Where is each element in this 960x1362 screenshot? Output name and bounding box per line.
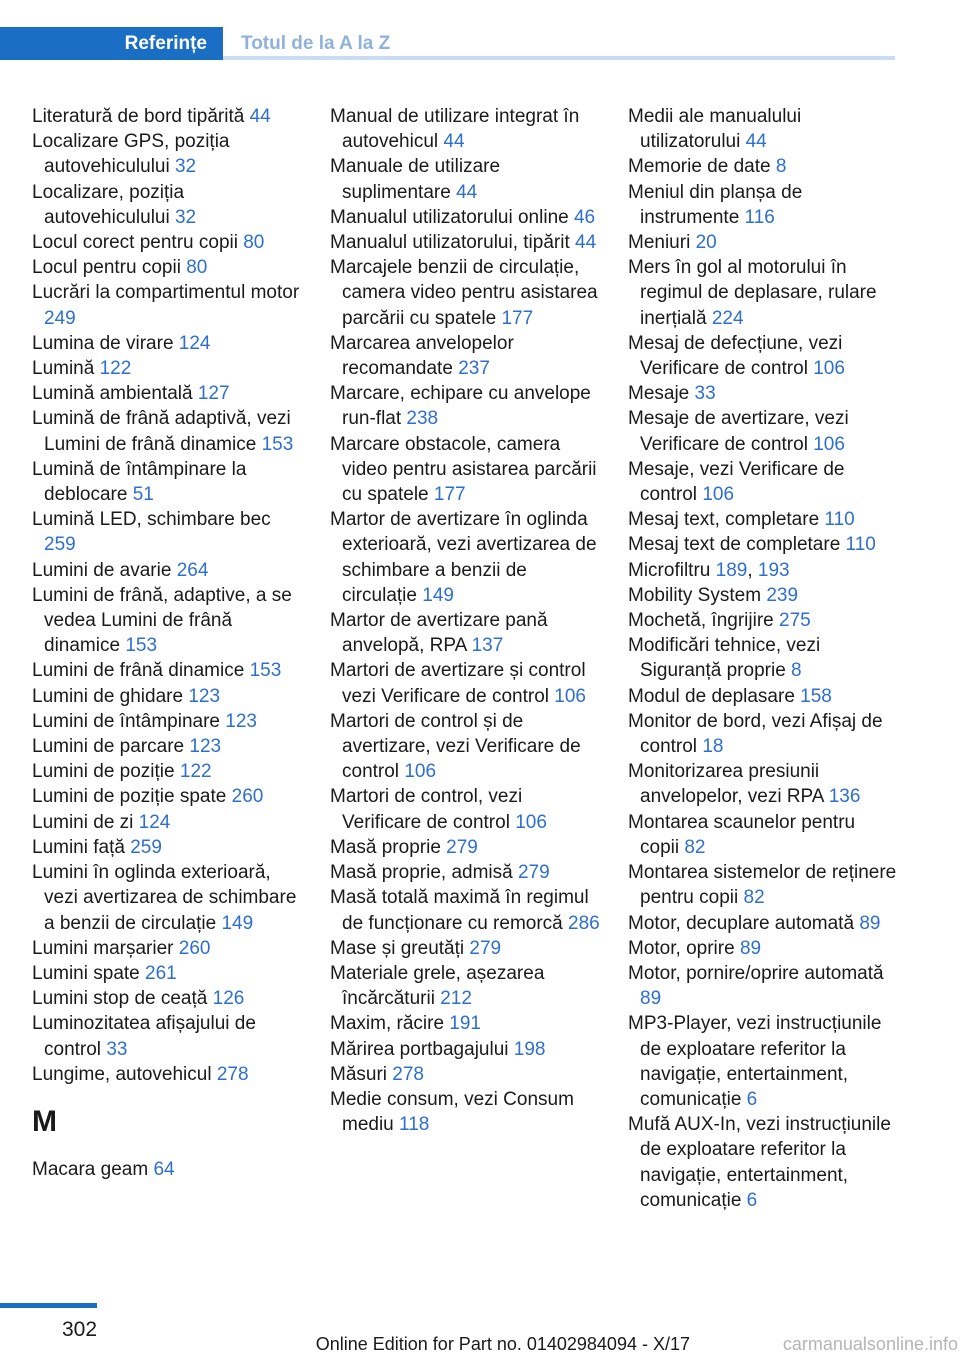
index-entry [628,558,898,583]
index-entry [32,230,302,255]
index-entry [32,810,302,835]
index-entry [32,986,302,1011]
index-column-1 [32,104,302,1182]
index-entry-text: Lumini în oglinda exterioară, vezi avertizarea de schimbare a benzii de circulație [32,862,297,934]
page-reference-link[interactable]: 249 [44,307,76,329]
index-entry-text: Microfiltru [628,559,716,581]
index-entry [628,1011,898,1112]
index-entry [330,658,600,708]
page-reference-link[interactable]: 44 [745,131,767,153]
page-number-rule [0,1303,97,1308]
index-entry [32,381,302,406]
index-column-2 [330,104,600,1137]
index-entry-text: Martori de control și de avertizare, vezi Verificare de control [330,710,581,783]
page-reference-link[interactable]: 123 [188,685,221,707]
page-reference-link[interactable]: 136 [828,786,861,808]
index-entry-text: Locul corect pentru copii [32,232,244,254]
index-entry [330,255,600,331]
index-entry [330,961,600,1011]
index-entry [32,684,302,709]
index-entry [32,558,302,583]
index-entry-text: Mesaj text, completare [628,509,825,531]
index-entry-text: Manualul utilizatorului, tipărit [330,232,576,254]
page-reference-link[interactable]: 44 [443,131,465,153]
section-letter: M [32,1104,57,1138]
index-entry-text: Mesaje, vezi Verificare de control [628,458,845,506]
index-entry-text: Literatură de bord tipărită [32,106,250,127]
page-reference-link[interactable]: 110 [845,534,876,556]
page-reference-link[interactable]: 237 [458,358,490,380]
index-entry [628,507,898,532]
index-entry-text: Lumini de poziție [32,761,180,783]
edition-note: Online Edition for Part no. 01402984094 - X/17 [315,1334,690,1354]
index-entry [32,709,302,734]
index-entry-text: Modul de deplasare [628,685,801,707]
page-reference-link[interactable]: 260 [231,786,264,808]
index-entry [330,1011,600,1036]
index-entry [330,709,600,785]
index-entry-text: Montarea scaunelor pentru copii [628,811,856,858]
index-entry [330,835,600,860]
index-entry [32,180,302,230]
page-reference-link[interactable]: 153 [261,433,294,455]
page-reference-link[interactable]: 8 [775,156,787,178]
page-reference-link[interactable]: 238 [406,408,439,430]
index-entry [32,961,302,986]
page-reference-link[interactable]: 177 [501,307,534,329]
index-entry [628,936,898,961]
index-column-3 [628,104,898,1213]
index-entry [628,608,898,633]
page-reference-link[interactable]: 80 [243,232,265,254]
index-entry [32,406,302,456]
page-reference-link[interactable]: 177 [433,484,466,506]
page-reference-link[interactable]: 123 [225,710,257,732]
page-reference-link[interactable]: 44 [249,106,271,127]
index-entry [628,104,898,154]
page-reference-link[interactable]: 122 [99,358,132,380]
index-entry-text: Lumină [32,358,100,380]
page-reference-link[interactable]: 44 [456,181,478,203]
index-entry-text: Lumina de virare [32,332,179,354]
page-reference-link[interactable]: 279 [517,862,550,884]
page-reference-link[interactable]: 191 [449,1013,481,1035]
page-reference-link[interactable]: 8 [791,660,802,682]
index-entry [628,532,898,557]
tab-totul-de-la-a-la-z[interactable]: Totul de la A la Z [223,27,895,60]
index-entry [32,1062,302,1087]
index-entry-text: Localizare, poziția autovehiculului [32,181,185,228]
index-entry [32,356,302,381]
page-reference-link[interactable]: 278 [216,1063,249,1085]
index-entry-text: Lumini de frână, adaptive, a se vedea Lumini de frână dinamice [32,584,292,657]
index-entry-text: Locul pentru copii [32,257,187,279]
index-entry [32,734,302,759]
page-reference-link[interactable]: 64 [153,1158,175,1180]
tab-referinte[interactable]: Referințe [0,27,223,60]
page-reference-link[interactable]: 239 [766,584,799,606]
page-reference-link[interactable]: 260 [178,937,211,959]
index-entry [330,432,600,508]
page-reference-link[interactable]: 106 [702,484,735,506]
index-entry-text: Manuale de utilizare suplimentare [330,156,501,203]
index-entry-text: Memorie de date [628,156,776,178]
index-entry-text: Lumini de întâmpinare [32,710,226,732]
index-entry [628,230,898,255]
page-reference-link[interactable]: 33 [694,383,716,405]
index-entry [32,507,302,557]
index-entry-text: Mărirea portbagajului [330,1038,514,1060]
page-reference-link[interactable]: 106 [813,358,845,380]
page-reference-link[interactable]: 149 [422,584,454,606]
index-entry-text: Lumină de întâmpinare la deblocare [32,458,247,506]
page-reference-link[interactable]: 124 [178,332,211,354]
page-reference-link[interactable]: 279 [446,836,478,858]
index-entry-text: Marcajele benzii de circulație, camera video pentru asistarea parcării cu spatele [330,257,598,329]
index-entry-text: Lumină ambientală [32,383,198,405]
page-reference-link[interactable]: 89 [859,912,881,934]
page-reference-link[interactable]: 158 [800,685,832,707]
page-reference-link[interactable]: 259 [130,836,162,858]
page-reference-link[interactable]: 18 [702,736,724,758]
index-entry-text: Masă proprie [330,836,447,858]
index-entry-text: Lumini marșarier [32,937,179,959]
index-entry-text: Măsuri [330,1063,393,1085]
page-reference-link[interactable]: 6 [746,1088,758,1110]
page-reference-link[interactable]: 32 [174,156,197,178]
index-entry-text: Mesaj text de completare [628,534,846,556]
index-entry [628,759,898,809]
page-reference-link[interactable]: 80 [186,257,208,279]
index-entry-text: Martor de avertizare pană anvelopă, RPA [330,610,548,657]
index-entry-text: Lumină LED, schimbare bec [32,509,271,531]
index-entry [628,406,898,456]
index-entry [330,104,600,154]
index-entry [628,1112,898,1213]
index-entry-text: Lumini stop de ceață [32,988,213,1010]
index-entry [32,860,302,936]
index-entry [32,255,302,280]
index-entry [330,784,600,834]
index-entry [628,331,898,381]
index-entry-text: Mobility System [628,584,767,606]
index-entry [32,936,302,961]
index-entry-text: Mers în gol al motorului în regimul de deplasare, rulare inerțială [628,257,877,329]
page-reference-link[interactable]: 275 [779,610,811,632]
page-reference-link[interactable]: 122 [179,761,212,783]
index-entry [330,230,600,255]
page-reference-link[interactable]: 82 [684,836,706,858]
page-reference-link[interactable]: 106 [515,811,547,833]
page-reference-link[interactable]: 106 [554,685,586,707]
page-reference-link[interactable]: 123 [189,736,222,758]
page-reference-link[interactable]: 127 [197,383,230,405]
index-entry-text: Lumini de zi [32,811,139,833]
index-entry-text: Monitorizarea presiunii anvelopelor, vezi RPA [628,761,829,808]
page-reference-link[interactable]: 32 [174,206,197,228]
page-reference-link[interactable]: 259 [44,534,76,556]
page-reference-link[interactable]: 264 [176,559,209,581]
index-entry-text: Monitor de bord, vezi Afișaj de control [628,710,883,758]
page-reference-link[interactable]: 278 [392,1063,424,1085]
page-reference-link[interactable]: 124 [138,811,171,833]
index-entry-text: Mesaje [628,383,695,405]
page-reference-link[interactable]: 106 [813,433,845,455]
index-entry [628,860,898,910]
index-entry-text: Mesaje de avertizare, vezi Verificare de control [628,408,849,455]
index-entry [32,1011,302,1061]
page-reference-link[interactable]: 279 [469,937,502,959]
index-entry-text: Maxim, răcire [330,1013,450,1035]
page-number: 302 [62,1318,98,1341]
index-entry-text: Lumini spate [32,962,146,984]
index-entry-text: Lungime, autovehicul [32,1063,217,1085]
index-entry [330,1037,600,1062]
index-entry [628,709,898,759]
index-entry-text: Marcare, echipare cu anvelope run-flat [330,383,591,430]
page-reference-link[interactable]: 137 [471,635,504,657]
index-entry-text: Macara geam [32,1158,154,1180]
index-entry [628,633,898,683]
index-entry [628,180,898,230]
page-reference-link[interactable]: 89 [739,937,762,959]
index-entry-text: Lumină de frână adaptivă, vezi Lumini de frână dinamice [32,408,291,455]
page-reference-link[interactable]: 51 [132,484,154,506]
index-entry [628,255,898,331]
index-entry-text: Meniuri [628,232,696,254]
index-entry-text: Materiale grele, așezarea încărcăturii [330,962,545,1010]
index-entry-text: Mase și greutăți [330,937,470,959]
page-reference-link[interactable]: 89 [640,988,662,1010]
index-entry-text: Martori de avertizare și control vezi Verificare de control [330,660,586,707]
page-reference-link[interactable]: 110 [824,509,855,531]
index-entry [628,961,898,1011]
page-reference-link[interactable]: 153 [249,660,282,682]
index-entry [628,583,898,608]
index-entry [330,885,600,935]
page-reference-link[interactable]: 149 [221,912,254,934]
index-entry [330,154,600,204]
index-entry-text: Medii ale manualului utilizatorului [628,106,802,153]
index-entry-text: Motor, oprire [628,937,740,959]
index-entry-text: Lumini de poziție spate [32,786,232,808]
index-entry-text: Marcare obstacole, camera video pentru asistarea parcării cu spatele [330,433,597,506]
index-entry [628,381,898,406]
index-entry [330,507,600,608]
page-reference-link[interactable]: 212 [440,988,472,1010]
index-entry-text: Masă totală maximă în regimul de funcționare cu remorcă [330,887,589,934]
page-reference-separator: , [747,559,758,581]
page-reference-link[interactable]: 20 [695,232,717,254]
index-entry-text: MP3-Player, vezi instrucțiunile de exploatare referitor la navigație, entertainment, comunicație [628,1013,882,1110]
index-entry [628,911,898,936]
index-entry-text: Mochetă, îngrijire [628,610,780,632]
page-reference-link[interactable]: 44 [575,232,597,254]
index-entry-text: Motor, decuplare automată [628,912,860,934]
index-entry-text: Luminozitatea afișajului de control [32,1013,256,1060]
page-header [0,0,960,62]
page-reference-link[interactable]: 106 [404,761,437,783]
index-entry-text: Meniul din planșa de instrumente [628,181,803,228]
page-reference-link[interactable]: 116 [744,206,775,228]
index-entry [330,860,600,885]
index-entry-text: Lumini de ghidare [32,685,189,707]
index-entry-text: Mesaj de defecțiune, vezi Verificare de control [628,332,843,380]
index-entry-text: Lumini față [32,836,131,858]
page-reference-link[interactable]: 6 [746,1189,758,1211]
index-entry [32,784,302,809]
index-entry [330,381,600,431]
index-entry-text: Lumini de parcare [32,736,190,758]
page-reference-link[interactable]: 261 [145,962,177,984]
page-reference-link[interactable]: 153 [125,635,158,657]
watermark: carmanualsonline.info [782,1334,958,1354]
index-entry [628,457,898,507]
index-entry-text: Montarea sistemelor de reținere pentru copii [628,862,897,909]
page-reference-link[interactable]: 224 [711,307,744,329]
index-entry-text: Mufă AUX-In, vezi instrucțiunile de exploatare referitor la navigație, entertainment, comunicație [628,1114,891,1211]
index-entry [330,936,600,961]
index-entry [32,331,302,356]
index-entry [628,810,898,860]
index-entry [32,835,302,860]
index-entry-text: Manualul utilizatorului online [330,206,574,228]
index-entry [32,457,302,507]
index-entry [32,104,302,129]
page-reference-link[interactable]: 286 [568,912,600,934]
index-entry-text: Lumini de frână dinamice [32,660,250,682]
index-entry-text: Manual de utilizare integrat în autovehicul [330,106,580,153]
index-entry [32,658,302,683]
index-entry-text: Motor, pornire/oprire automată [628,962,884,984]
index-entry [32,129,302,179]
index-entry [330,1062,600,1087]
index-entry [330,608,600,658]
index-entry [32,1157,302,1182]
index-entry [32,759,302,784]
index-entry-text: Lumini de avarie [32,559,177,581]
index-entry-text: Marcarea anvelopelor recomandate [330,332,514,380]
index-entry-text: Lucrări la compartimentul motor [32,282,300,304]
index-entry-text: Modificări tehnice, vezi Siguranță proprie [628,635,821,682]
page-reference-link[interactable]: 118 [399,1114,430,1136]
index-entry-text: Masă proprie, admisă [330,862,518,884]
index-entry [330,1087,600,1137]
page-reference-link[interactable]: 198 [513,1038,546,1060]
index-entry [32,280,302,330]
page-reference-link[interactable]: 189 [715,559,748,581]
page-reference-link[interactable]: 46 [573,206,596,228]
index-entry [628,684,898,709]
page-reference-link[interactable]: 193 [757,559,790,581]
index-entry [330,331,600,381]
index-entry-text: Medie consum, vezi Consum mediu [330,1088,574,1136]
page-reference-link[interactable]: 33 [106,1038,128,1060]
index-entry [32,583,302,659]
index-entry-text: Martori de control, vezi Verificare de control [330,786,523,833]
index-entry-text: Localizare GPS, poziția autovehiculului [32,131,230,178]
page-reference-link[interactable]: 82 [743,887,765,909]
page-reference-link[interactable]: 126 [212,988,245,1010]
index-entry-text: Martor de avertizare în oglinda exterioară, vezi avertizarea de schimbare a benzii de circulație [330,509,597,606]
index-entry [330,205,600,230]
index-entry [628,154,898,179]
